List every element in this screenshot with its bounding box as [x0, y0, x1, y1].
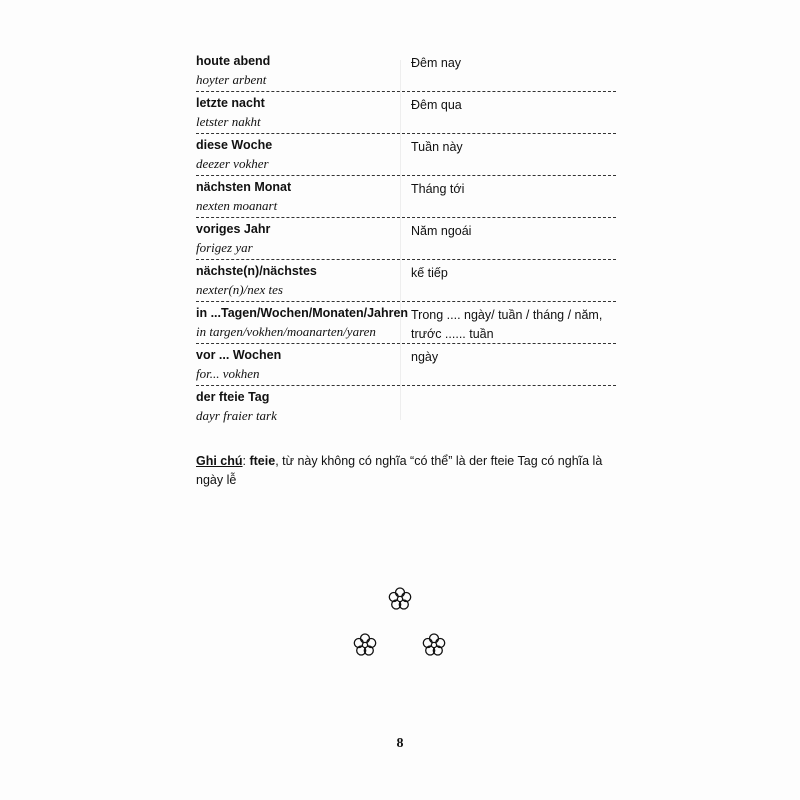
pronunciation: for... vokhen	[196, 366, 260, 381]
pronunciation: nexter(n)/nex tes	[196, 282, 283, 297]
list-item	[196, 386, 616, 428]
footnote	[196, 452, 616, 490]
pronunciation: nexten moanart	[196, 198, 278, 213]
page-number: 8	[396, 736, 404, 751]
german-term: diese Woche	[196, 138, 273, 152]
note-keyword: fteie	[249, 454, 276, 468]
list-item	[196, 218, 616, 260]
vietnamese-meaning: Đêm qua	[411, 98, 462, 112]
note-colon: :	[242, 454, 250, 468]
pronunciation: forigez yar	[196, 240, 253, 255]
vietnamese-meaning: Năm ngoái	[411, 224, 472, 238]
vocabulary-list	[196, 50, 616, 428]
german-term: nächsten Monat	[196, 180, 292, 194]
pronunciation: letster nakht	[196, 114, 261, 129]
flower-icon	[352, 632, 378, 658]
vietnamese-meaning: Tuần này	[411, 140, 463, 154]
pronunciation: in targen/vokhen/moanarten/yaren	[196, 324, 376, 339]
german-term: der fteie Tag	[196, 390, 270, 404]
pronunciation: deezer vokher	[196, 156, 269, 171]
list-item	[196, 260, 616, 302]
german-term: letzte nacht	[196, 96, 265, 110]
german-term: vor ... Wochen	[196, 348, 282, 362]
list-item	[196, 302, 616, 344]
list-item	[196, 50, 616, 92]
list-item	[196, 134, 616, 176]
pronunciation: hoyter arbent	[196, 72, 267, 87]
vietnamese-meaning: Trong .... ngày/ tuần / tháng / năm, trước ...... tuần	[411, 308, 603, 341]
pronunciation: dayr fraier tark	[196, 408, 277, 423]
german-term: houte abend	[196, 54, 271, 68]
german-term: nächste(n)/nächstes	[196, 264, 317, 278]
list-item	[196, 344, 616, 386]
german-term: voriges Jahr	[196, 222, 271, 236]
list-item	[196, 176, 616, 218]
german-term: in ...Tagen/Wochen/Monaten/Jahren	[196, 306, 409, 320]
vietnamese-meaning: kế tiếp	[411, 266, 448, 280]
flower-icon	[421, 632, 447, 658]
vietnamese-meaning: Đêm nay	[411, 56, 462, 70]
vietnamese-meaning: ngày	[411, 350, 439, 364]
flower-icon	[387, 586, 413, 612]
list-item	[196, 92, 616, 134]
note-text: , từ này không có nghĩa “có thể” là der fteie Tag có nghĩa là ngày lễ	[196, 454, 603, 487]
note-label: Ghi chú	[196, 454, 243, 468]
vietnamese-meaning: Tháng tới	[411, 182, 465, 196]
